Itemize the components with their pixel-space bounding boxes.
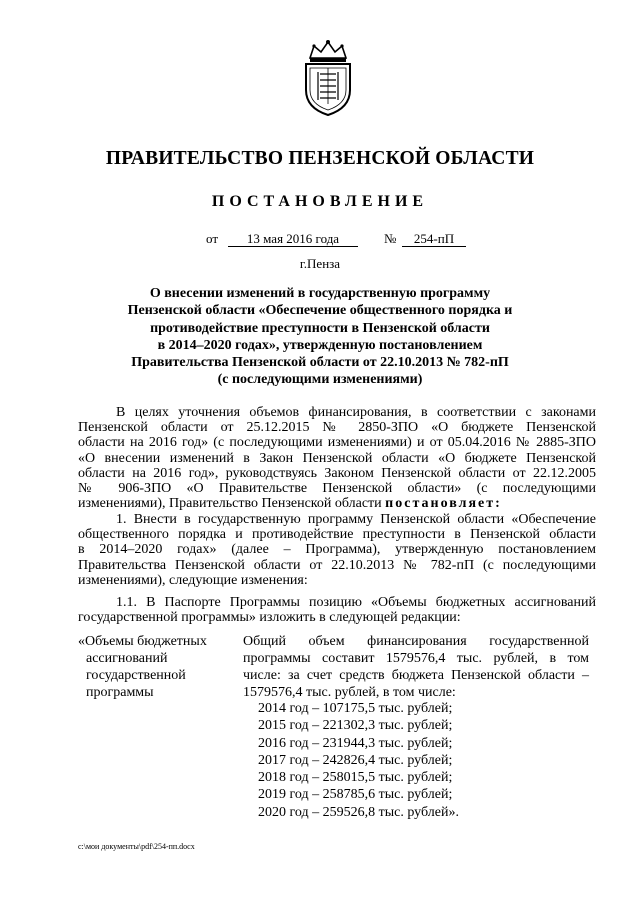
- paragraph-line: общественного порядка и противодействие преступности в Пензенской области: [78, 527, 596, 543]
- subject-line: (с последующими изменениями): [217, 372, 423, 388]
- year-item: 2020 год – 259526,8 тыс. рублей».: [258, 804, 459, 820]
- document-subject: [100, 285, 540, 389]
- paragraph-line: в 2014–2020 годах» (далее – Программа), утвержденную постановлением: [78, 542, 596, 558]
- table-right-line: программы составит 1579576,4 тыс. рублей, в том: [243, 651, 589, 666]
- year-item: 2015 год – 221302,3 тыс. рублей;: [258, 718, 453, 734]
- paragraph-line: области на 2016 год» (с последующими изменениями) и от 05.04.2016 № 2885-ЗПО: [78, 435, 596, 451]
- paragraph-line: области на 2016 год», руководствуясь Законом Пензенской области от 22.12.2005: [78, 465, 596, 481]
- paragraph-line: государственной программы» изложить в следующей редакции:: [78, 610, 461, 626]
- government-title: ПРАВИТЕЛЬСТВО ПЕНЗЕНСКОЙ ОБЛАСТИ: [105, 148, 535, 169]
- date-prefix: от: [206, 231, 219, 246]
- city: г.Пенза: [299, 256, 341, 271]
- date-number-line: [206, 231, 476, 251]
- funding-by-year-list: [258, 700, 459, 821]
- paragraph-line: Правительства Пензенской области от 22.10.2013 № 782-пП (с последующими: [78, 557, 596, 573]
- document-number: 254-пП: [402, 231, 466, 247]
- file-path-footer: c:\мои документы\pdf\254-пп.docx: [78, 842, 195, 851]
- paragraph-line: Пензенской области от 25.12.2015 № 2850-ЗПО «О бюджете Пензенской: [78, 420, 596, 436]
- year-item: 2017 год – 242826,4 тыс. рублей;: [258, 752, 453, 768]
- table-left-line: государственной: [86, 668, 186, 683]
- year-item: 2016 год – 231944,3 тыс. рублей;: [258, 735, 453, 751]
- year-item: 2018 год – 258015,5 тыс. рублей;: [258, 770, 453, 786]
- paragraph-line: 1.1. В Паспорте Программы позицию «Объемы бюджетных ассигнований: [116, 595, 596, 610]
- document-type: ПОСТАНОВЛЕНИЕ: [211, 193, 429, 210]
- paragraph-line: В целях уточнения объемов финансирования, в соответствии с законами: [116, 405, 596, 420]
- table-right-line: числе: за счет средств бюджета Пензенской области –: [243, 668, 589, 683]
- year-item: 2019 год – 258785,6 тыс. рублей;: [258, 787, 453, 803]
- table-left-cell: [78, 633, 228, 701]
- table-left-line: программы: [86, 685, 154, 700]
- item-1-paragraph: [78, 512, 596, 588]
- table-right-cell: [243, 633, 589, 701]
- paragraph-line: изменениями), следующие изменения:: [78, 572, 308, 588]
- subject-line: в 2014–2020 годах», утвержденную постановлением: [157, 337, 483, 353]
- paragraph-line: [78, 496, 596, 511]
- paragraph-line-text: изменениями), Правительство Пензенской области: [78, 496, 382, 512]
- number-prefix: №: [384, 231, 397, 246]
- table-right-line: Общий объем финансирования государственной: [243, 634, 589, 649]
- subject-line: О внесении изменений в государственную программу: [149, 286, 491, 301]
- subject-line: противодействие преступности в Пензенской области: [150, 320, 490, 336]
- subject-line: Правительства Пензенской области от 22.10.2013 № 782-пП: [131, 355, 509, 371]
- paragraph-line: № 906-ЗПО «О Правительстве Пензенской области» (с последующими: [78, 481, 596, 497]
- paragraph-line: «О внесении изменений в Закон Пензенской области «О бюджете Пензенской: [78, 450, 596, 466]
- document-date: 13 мая 2016 года: [228, 231, 358, 247]
- decree-keyword: постановляет:: [385, 496, 502, 512]
- subject-line: Пензенской области «Обеспечение общественного порядка и: [127, 303, 513, 319]
- table-left-line: ассигнований: [86, 651, 168, 666]
- item-1-1-paragraph: [78, 595, 596, 625]
- paragraph-line: 1. Внести в государственную программу Пензенской области «Обеспечение: [116, 512, 596, 527]
- year-item: 2014 год – 107175,5 тыс. рублей;: [258, 701, 453, 716]
- table-left-line: «Объемы бюджетных: [78, 634, 207, 649]
- penza-coat-of-arms-icon: [296, 38, 360, 118]
- intro-paragraph: [78, 405, 596, 511]
- table-right-line: 1579576,4 тыс. рублей, в том числе:: [243, 685, 456, 700]
